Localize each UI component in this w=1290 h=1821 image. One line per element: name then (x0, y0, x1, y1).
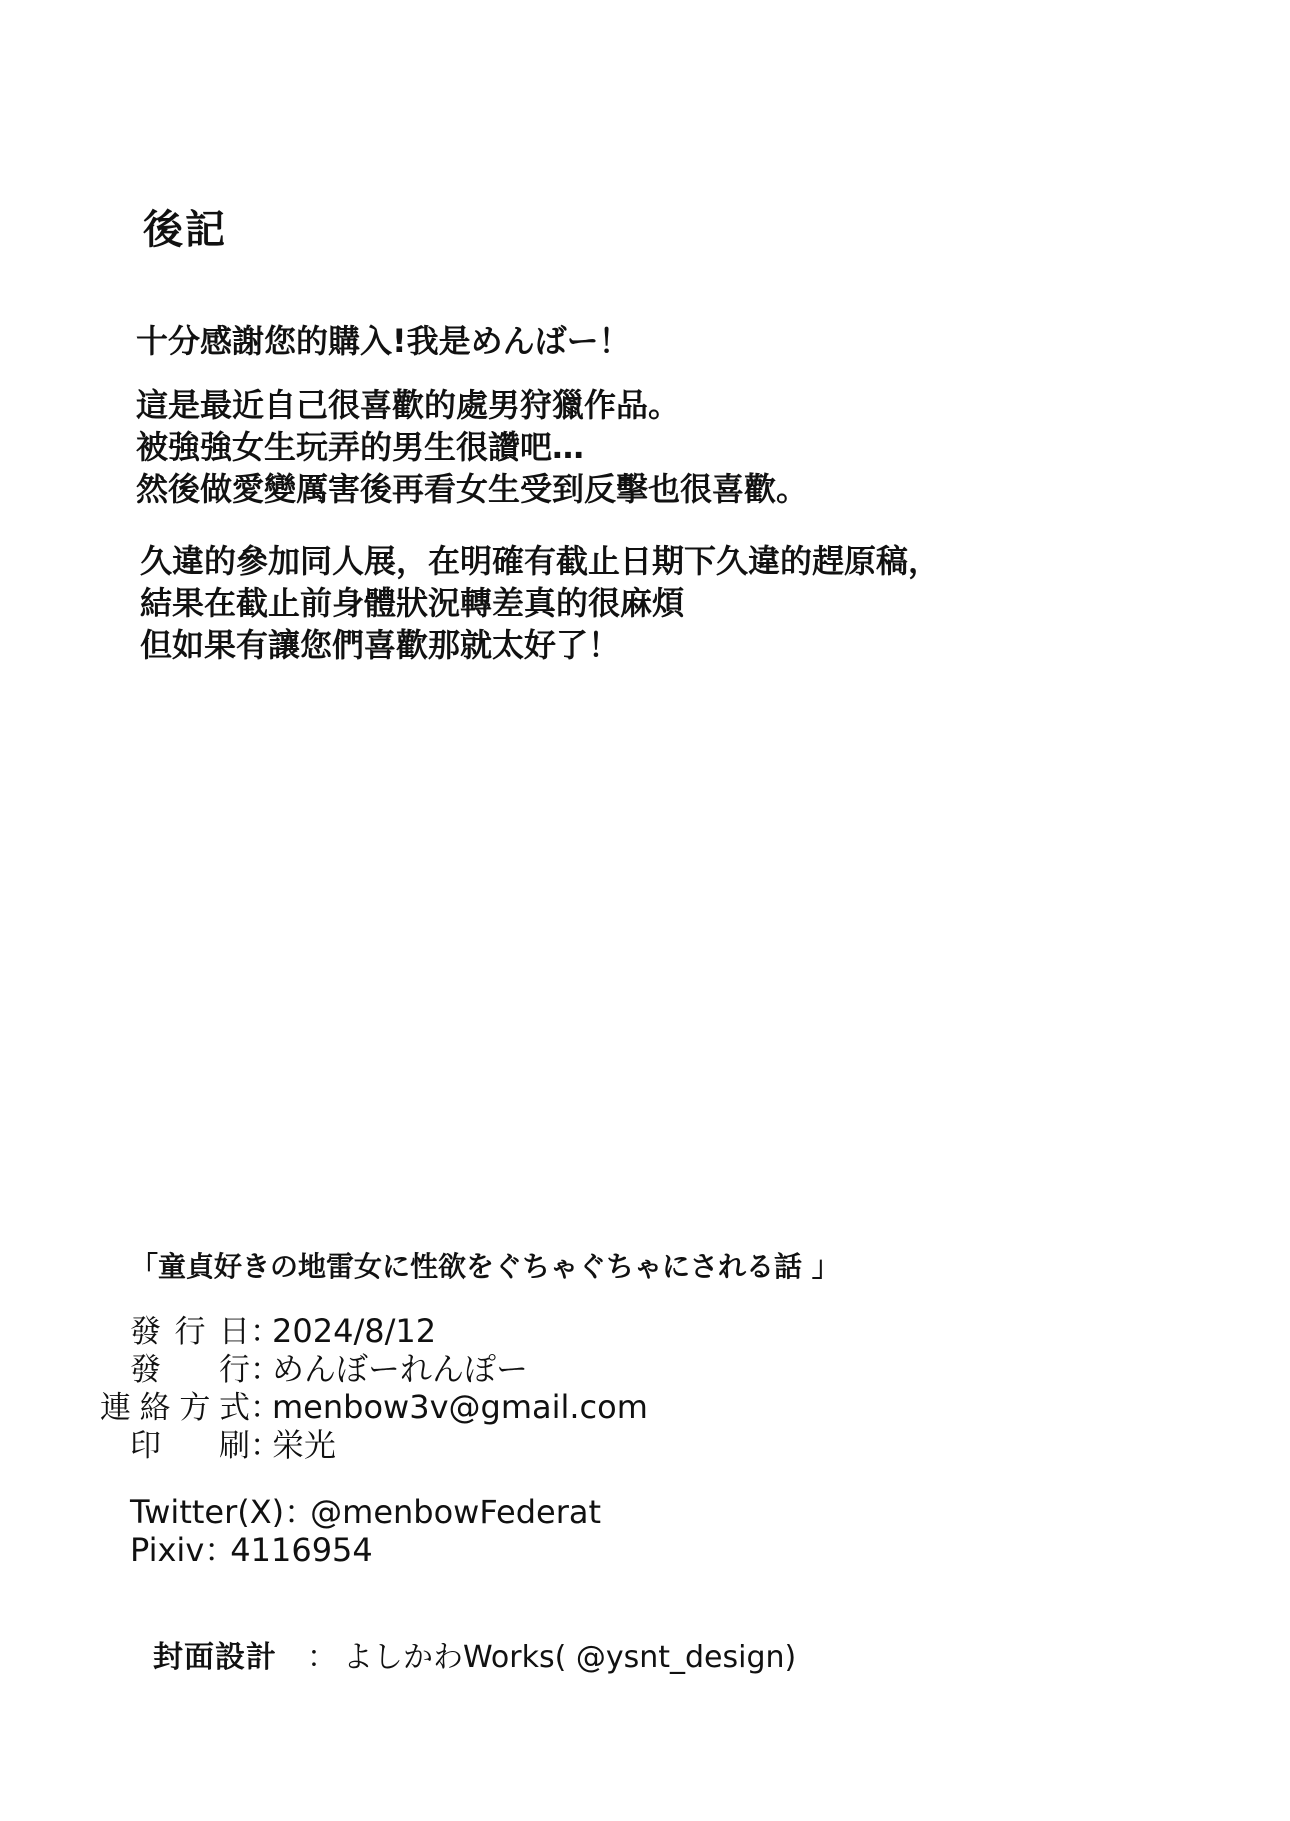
paragraph-line: 被強強女生玩弄的男生很讚吧… (136, 428, 585, 466)
paragraph-line: 然後做愛變厲害後再看女生受到反擊也很喜歡。 (136, 470, 809, 508)
paragraph-line: 這是最近自己很喜歡的處男狩獵作品。 (136, 386, 681, 424)
paragraph-line: 結果在截止前身體狀況轉差真的很麻煩 (140, 584, 685, 622)
thanks-paragraph (136, 320, 631, 362)
colophon (100, 1312, 648, 1464)
colophon-value: 2024/8/12 (272, 1312, 437, 1350)
colophon-row-publisher (100, 1350, 648, 1388)
colophon-row-printer (100, 1426, 648, 1464)
colophon-separator: ： (250, 1314, 281, 1350)
twitter-handle: @menbowFederat (310, 1493, 601, 1531)
work-comment-paragraph (136, 384, 808, 510)
cover-design-credit (153, 1638, 796, 1678)
afterword-heading: 後記 (143, 207, 227, 253)
social-links (130, 1493, 601, 1569)
colophon-value: めんぼーれんぽー (272, 1350, 529, 1388)
colophon-key: 連絡方式 (100, 1390, 250, 1426)
colophon-separator: ： (250, 1428, 281, 1464)
credit-key: 封面設計 (153, 1640, 277, 1675)
colophon-separator: ： (250, 1390, 281, 1426)
social-key: Twitter(X) (130, 1493, 285, 1531)
colophon-value: 栄光 (272, 1426, 337, 1464)
colophon-key: 發行 (130, 1352, 250, 1388)
event-comment-paragraph (140, 540, 940, 666)
colophon-key: 印刷 (130, 1428, 250, 1464)
pixiv-id: 4116954 (230, 1531, 373, 1569)
paragraph-line: 但如果有讓您們喜歡那就太好了！ (140, 626, 621, 664)
credit-value: よしかわWorks( @ysnt_design) (343, 1640, 797, 1675)
social-separator: ： (204, 1531, 237, 1569)
paragraph-line: 十分感謝您的購入!我是めんばー！ (136, 322, 631, 360)
social-row-twitter (130, 1493, 601, 1531)
social-key: Pixiv (130, 1531, 205, 1569)
colophon-row-contact (100, 1388, 648, 1426)
colophon-separator: ： (250, 1352, 281, 1388)
contact-email: menbow3v@gmail.com (272, 1388, 648, 1426)
colophon-row-publish-date (100, 1312, 648, 1350)
social-row-pixiv (130, 1531, 601, 1569)
book-title: 「童貞好きの地雷女に性欲をぐちゃぐちゃにされる話 」 (130, 1250, 840, 1283)
paragraph-line: 久違的參加同人展，在明確有截止日期下久違的趕原稿， (140, 542, 941, 580)
credit-separator: ： (307, 1640, 337, 1675)
social-separator: ： (284, 1493, 317, 1531)
colophon-key: 發行日 (130, 1314, 250, 1350)
